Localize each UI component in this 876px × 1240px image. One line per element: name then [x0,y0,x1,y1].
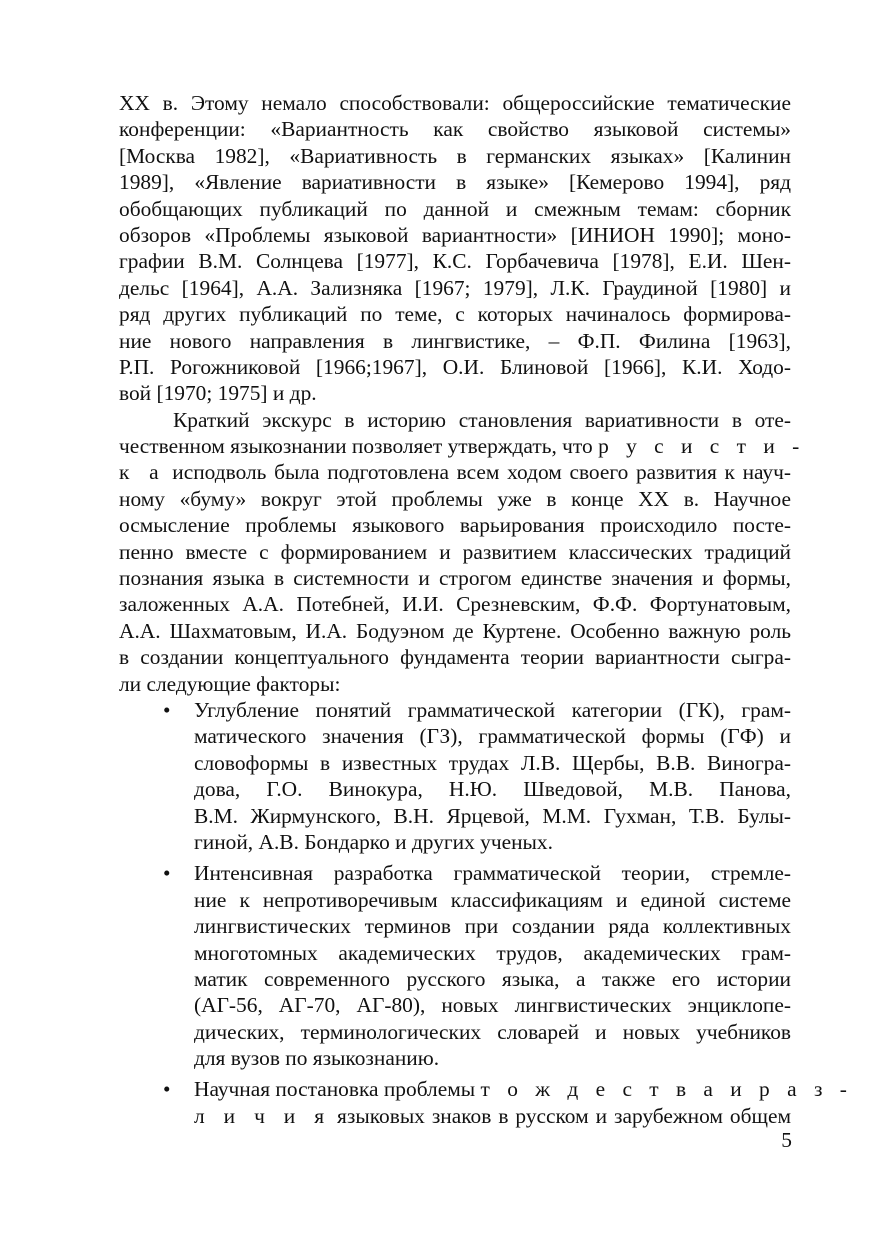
text-line: матик современного русского языка, а также его истории [194,966,791,991]
text-line: графии В.М. Солнцева [1977], К.С. Горбачевича [1978], Е.И. Шен- [119,249,791,274]
bullet-icon: • [163,861,171,886]
paragraph-2 [119,407,806,697]
text-line [194,1076,853,1102]
text-line: ние нового направления в лингвистике, – Ф.П. Филина [1963], [119,328,791,353]
paragraph-1 [119,90,791,407]
text-line: осмысление проблемы языкового варьирования происходило посте- [119,513,791,538]
text-line: заложенных А.А. Потебней, И.И. Срезневским, Ф.Ф. Фортунатовым, [119,592,791,617]
list-item [119,697,791,855]
text-line: Р.П. Рогожниковой [1966;1967], О.И. Блиновой [1966], К.И. Ходо- [119,354,791,379]
text-line: многотомных академических трудов, академических грам- [194,940,791,965]
text-line: ние к непротиворечивым классификациям и единой системе [194,887,791,912]
text-line [194,1103,791,1129]
text-line: (АГ-56, АГ-70, АГ-80), новых лингвистических энциклопе- [194,993,791,1018]
text-line: XX в. Этому немало способствовали: общероссийские тематические [119,91,791,115]
text-line: в создании концептуального фундамента теории вариантности сыгра- [119,645,791,670]
text-line: обзоров «Проблемы языковой вариантности» [ИНИОН 1990]; моно- [119,222,791,247]
text-line: Интенсивная разработка грамматической теории, стремле- [194,861,791,886]
text-line: ному «буму» вокруг этой проблемы уже в конце XX в. Научное [119,486,791,511]
text-fragment: чественном языкознании позволяет утверждать, что [119,434,593,459]
text-line: В.М. Жирмунского, В.Н. Ярцевой, М.М. Гухман, Т.В. Булы- [194,803,791,828]
text-line: ли следующие факторы: [119,671,341,696]
text-line [119,433,806,459]
text-line [119,459,791,485]
emphasized-term: л и ч и я [194,1103,331,1128]
text-line: А.А. Шахматовым, И.А. Бодуэном де Куртене. Особенно важную роль [119,618,791,643]
text-line: гиной, А.В. Бондарко и других ученых. [194,829,553,854]
text-line: [Москва 1982], «Вариативность в германских языках» [Калинин [119,143,791,168]
text-line: Краткий экскурс в историю становления вариативности в оте- [173,407,791,432]
text-line: для вузов по языкознанию. [194,1046,440,1071]
text-line: ряд других публикаций по теме, с которых начиналось формирова- [119,302,791,327]
list-item [119,1076,853,1129]
text-line: вой [1970; 1975] и др. [119,381,317,406]
text-line: обобщающих публикаций по данной и смежным темам: сборник [119,196,791,221]
bullet-icon: • [163,1077,171,1102]
factors-list [119,697,853,1129]
text-line: Углубление понятий грамматической категории (ГК), грам- [194,697,791,722]
text-line: словоформы в известных трудах Л.В. Щербы, В.В. Виногра- [194,750,791,775]
text-line: познания языка в системности и строгом единстве значения и формы, [119,566,791,591]
text-line: дова, Г.О. Винокура, Н.Ю. Шведовой, М.В. Панова, [194,777,791,802]
text-line: дических, терминологических словарей и новых учебников [194,1019,791,1044]
text-line: пенно вместе с формированием и развитием классических традиций [119,539,791,564]
text-line: 1989], «Явление вариативности в языке» [Кемерово 1994], ряд [119,170,791,195]
text-fragment: исподволь была подготовлена всем ходом своего развития к науч- [164,460,792,485]
text-line: конференции: «Вариантность как свойство языковой системы» [119,117,791,142]
text-line: дельс [1964], А.А. Зализняка [1967; 1979], Л.К. Граудиной [1980] и [119,275,791,300]
emphasized-term: т о ж д е с т в а и р а з - [480,1077,853,1102]
text-fragment: Научная постановка проблемы [194,1077,476,1102]
page-content [119,90,853,1134]
emphasized-term: р у с и с т и - [598,434,806,459]
text-line: матического значения (ГЗ), грамматической формы (ГФ) и [194,724,791,749]
text-line: лингвистических терминов при создании ряда коллективных [194,914,791,939]
bullet-icon: • [163,697,171,722]
list-item [119,860,791,1071]
page-number: 5 [781,1128,792,1152]
emphasized-term: к а [119,460,165,485]
text-fragment: языковых знаков в русском и зарубежном общем [330,1103,791,1128]
